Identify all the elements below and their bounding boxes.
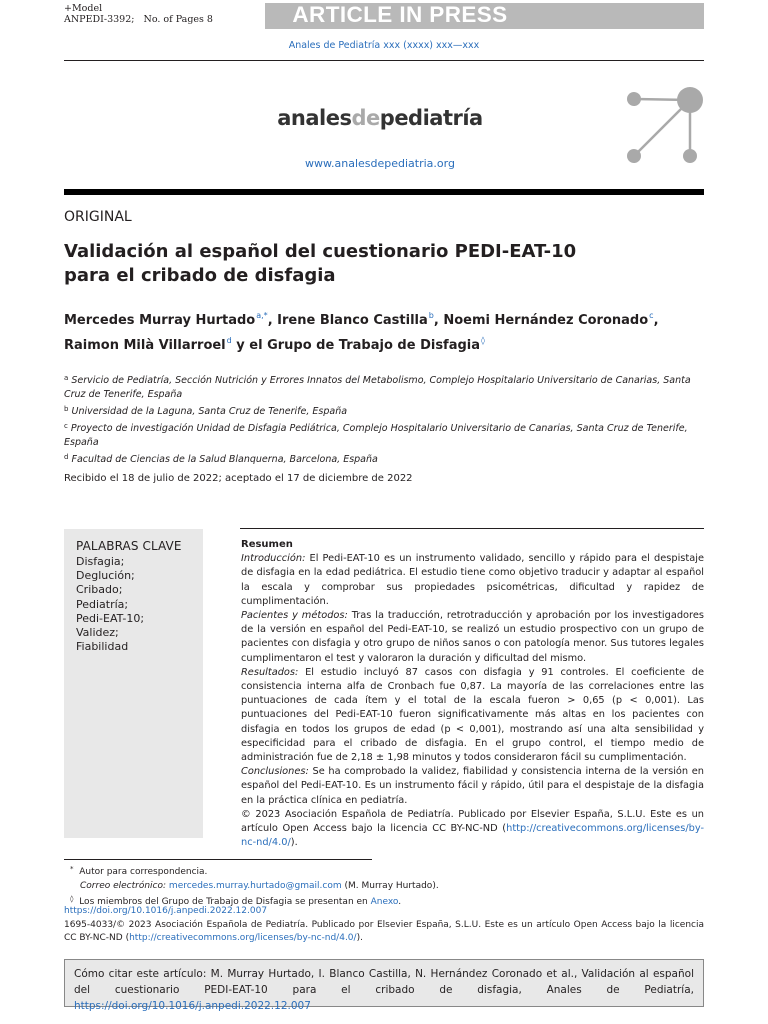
email-link[interactable]: mercedes.murray.hurtado@gmail.com: [168, 880, 342, 891]
abstract-conclusions-text: Se ha comprobado la validez, fiabilidad y consistencia interna de la versión en español del Pedi-EAT-10. Es un instrumento fácil y rápido, útil para el despistaje de la disfagia en la práctica clínica en pediatría.: [241, 766, 704, 806]
affiliation-text: Universidad de la Laguna, Santa Cruz de Tenerife, España: [71, 406, 348, 417]
affiliation-text: Proyecto de investigación Unidad de Disfagia Pediátrica, Complejo Hospitalario Universitario de Canarias, Santa Cruz de Tenerife, España: [64, 423, 688, 448]
affiliation-mark: b: [64, 405, 69, 413]
author-affiliation-mark[interactable]: a,*: [256, 311, 268, 320]
article-in-press-banner: ARTICLE IN PRESS: [292, 2, 508, 27]
keyword-item: Fiabilidad: [76, 640, 129, 654]
journal-name-part1: anales: [277, 106, 352, 130]
model-label: [64, 3, 213, 25]
author-separator: ,: [433, 313, 444, 328]
abstract-conclusions: [241, 765, 704, 808]
affiliation-item: [64, 371, 704, 402]
license-link[interactable]: http://creativecommons.org/licenses/by-nc-nd/4.0/: [241, 823, 704, 849]
corresponding-mark: *: [70, 865, 74, 873]
article-id: ANPEDI-3392;: [64, 14, 135, 25]
keyword-item: Cribado;: [76, 583, 123, 597]
header-divider: [64, 60, 704, 61]
affiliation-mark: a: [64, 374, 69, 382]
affiliation-mark: d: [64, 453, 69, 461]
journal-url-link[interactable]: www.analesdepediatria.org: [305, 157, 455, 170]
author-name: Raimon Milà Villarroel: [64, 337, 226, 353]
footnote-divider: [64, 859, 372, 860]
author-affiliation-mark[interactable]: b: [428, 311, 434, 320]
email-label: Correo electrónico:: [80, 880, 167, 891]
author-list: [64, 306, 704, 355]
author-separator: y: [231, 337, 250, 353]
keywords-title: PALABRAS CLAVE: [76, 539, 182, 553]
abstract-copyright: [241, 808, 704, 851]
keyword-item: Disfagia;: [76, 555, 125, 568]
abstract-methods: [241, 609, 704, 666]
section-label: ORIGINAL: [64, 209, 132, 225]
journal-network-logo-icon: [618, 80, 708, 170]
affiliation-item: [64, 419, 704, 450]
journal-name-part2: de: [351, 106, 380, 130]
abstract: [241, 538, 704, 850]
citation-box: [64, 959, 704, 1012]
keyword-item: Pediatría;: [76, 597, 129, 611]
affiliations: [64, 371, 704, 467]
author-name: Irene Blanco Castilla: [277, 313, 428, 328]
author-affiliation-mark[interactable]: ◊: [481, 335, 485, 345]
abstract-intro-label: Introducción:: [241, 553, 306, 565]
abstract-intro-text: El Pedi-EAT-10 es un instrumento validado, sencillo y rápido para el despistaje de disfagia en la edad pediátrica. El estudio tiene como objetivo traducir y adaptar al español la escala y comprobar sus propiedades psicométricas, dificultad y rapidez de cumplimentación.: [241, 553, 704, 607]
group-note-end: .: [398, 897, 402, 908]
abstract-methods-label: Pacientes y métodos:: [241, 610, 348, 622]
keyword-item: Pedi-EAT-10;: [76, 611, 145, 625]
journal-name-part3: pediatría: [379, 106, 483, 130]
author-separator: ,: [653, 313, 659, 328]
author-name: Noemi Hernández Coronado: [443, 313, 649, 328]
keyword-item: Deglución;: [76, 569, 135, 583]
model-line: +Model: [64, 3, 103, 14]
keyword-item: Validez;: [76, 626, 119, 640]
abstract-divider: [240, 528, 704, 529]
doi-link[interactable]: https://doi.org/10.1016/j.anpedi.2022.12.007: [64, 906, 268, 916]
corresponding-note: Autor para correspondencia.: [79, 867, 208, 877]
bottom-license-link[interactable]: http://creativecommons.org/licenses/by-nc-nd/4.0/: [129, 933, 357, 944]
citation-doi-link[interactable]: https://doi.org/10.1016/j.anpedi.2022.12.007: [74, 1000, 311, 1012]
affiliation-text: Facultad de Ciencias de la Salud Blanquerna, Barcelona, España: [71, 454, 378, 465]
author-name: Mercedes Murray Hurtado: [64, 313, 256, 328]
abstract-heading: Resumen: [241, 539, 293, 550]
abstract-results-label: Resultados:: [241, 666, 299, 678]
affiliation-item: [64, 450, 704, 467]
journal-reference-link[interactable]: Anales de Pediatría xxx (xxxx) xxx—xxx: [288, 40, 480, 51]
article-title: Validación al español del cuestionario PEDI-EAT-10 para el cribado de disfagia: [64, 241, 577, 286]
issn-line-end: ).: [356, 933, 363, 944]
author-affiliation-mark[interactable]: d: [226, 335, 232, 345]
abstract-results: [241, 666, 704, 765]
group-note: Los miembros del Grupo de Trabajo de Disfagia se presentan en: [79, 897, 371, 908]
abstract-copyright-end: ).: [290, 837, 298, 849]
affiliation-item: [64, 402, 704, 419]
abstract-methods-text: Tras la traducción, retrotraducción y aprobación por los investigadores de la versión en español del Pedi-EAT-10, se realizó un estudio prospectivo con un grupo de pacientes con disfagia y otro grupo de niños sanos o con patología menor. Sus tutores legales cumplimentaron el test y valoraron la duración y dificultad del mismo.: [241, 610, 704, 664]
abstract-introduction: [241, 552, 704, 609]
group-mark: ◊: [70, 895, 74, 904]
email-owner: (M. Murray Hurtado).: [341, 880, 439, 891]
citation-text: Cómo citar este artículo: M. Murray Hurtado, I. Blanco Castilla, N. Hernández Coronado et al., Validación al español del cuestionario PEDI-EAT-10 para el cribado de disfagia, Anales de Pediatría,: [74, 968, 694, 996]
received-accepted-dates: Recibido el 18 de julio de 2022; aceptado el 17 de diciembre de 2022: [64, 473, 413, 484]
author-separator: ,: [267, 313, 278, 328]
keywords-box: [64, 529, 203, 838]
abstract-results-text: El estudio incluyó 87 casos con disfagia y 91 controles. El coeficiente de consistencia interna alfa de Cronbach fue 0,87. La mayoría de las correlaciones entre las puntuaciones de cada ítem y el total de la escala fueron > 0,65 (p < 0,001). Las puntuaciones del Pedi-EAT-10 fueron significativamente más altas en los pacientes con disfagia en todos los grupos de edad (p < 0,001), mostrando así una alta sensibilidad y especificidad para el cribado de disfagia. En el grupo control, el tiempo medio de administración fue de 2,18 ± 1,98 minutos y todos consideraron fácil su cumplimentación.: [241, 666, 704, 764]
pages-label: No. of Pages 8: [143, 14, 213, 25]
author-name: el Grupo de Trabajo de Disfagia: [249, 337, 481, 353]
affiliation-text: Servicio de Pediatría, Sección Nutrición y Errores Innatos del Metabolismo, Complejo Hospitalario Universitario de Canarias, Santa Cruz de Tenerife, España: [64, 375, 691, 400]
affiliation-mark: c: [64, 422, 68, 430]
issn-line: 1695-4033/© 2023 Asociación Española de Pediatría. Publicado por Elsevier España, S.L.U. Este es un artículo Open Access bajo la licencia CC BY-NC-ND (: [64, 919, 704, 944]
annex-link[interactable]: Anexo: [370, 897, 399, 908]
author-affiliation-mark[interactable]: c: [649, 311, 654, 320]
masthead-divider: [64, 189, 704, 195]
abstract-copyright-text: © 2023 Asociación Española de Pediatría. Publicado por Elsevier España, S.L.U. Este es un artículo Open Access bajo la licencia CC BY-NC-ND (: [241, 808, 704, 835]
abstract-conclusions-label: Conclusiones:: [241, 766, 309, 778]
footnotes: [64, 863, 704, 910]
publication-info: [64, 905, 704, 946]
